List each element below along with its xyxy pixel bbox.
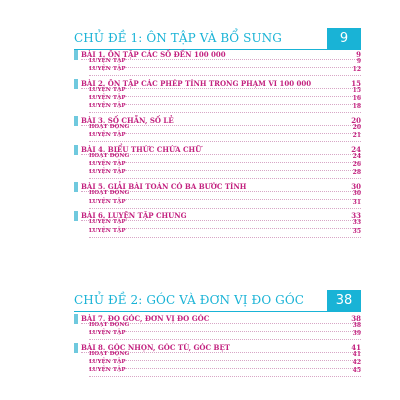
sub-label: LUYỆN TẬP bbox=[89, 161, 126, 168]
sub-label: LUYỆN TẬP bbox=[89, 57, 126, 64]
sub-page: 15 bbox=[352, 86, 361, 94]
dotted-leader bbox=[89, 112, 361, 113]
lesson-list bbox=[74, 310, 361, 376]
lesson-label: BÀI 1. ÔN TẬP CÁC SỐ ĐẾN 100 000 bbox=[81, 49, 226, 59]
lesson-label: BÀI 8. GÓC NHỌN, GÓC TÙ, GÓC BẸT bbox=[81, 342, 230, 352]
sub-page: 28 bbox=[352, 169, 361, 177]
sub-row[interactable] bbox=[74, 200, 361, 208]
lesson-label: BÀI 6. LUYỆN TẬP CHUNG bbox=[81, 211, 187, 221]
sub-label: LUYỆN TẬP bbox=[89, 227, 126, 234]
sub-row[interactable] bbox=[74, 229, 361, 237]
lesson-page: 24 bbox=[351, 144, 361, 154]
lesson-list bbox=[74, 46, 361, 237]
sub-label: HOẠT ĐỘNG bbox=[89, 124, 130, 130]
dotted-leader bbox=[89, 339, 361, 340]
lesson-label: BÀI 7. ĐO GÓC, ĐƠN VỊ ĐO GÓC bbox=[81, 313, 210, 323]
sub-page: 39 bbox=[352, 329, 361, 337]
sub-row[interactable] bbox=[74, 67, 361, 75]
lesson-label: BÀI 5. GIẢI BÀI TOÁN CÓ BA BƯỚC TÍNH bbox=[81, 182, 247, 192]
sub-row[interactable] bbox=[74, 368, 361, 376]
sub-row[interactable] bbox=[74, 331, 361, 339]
dotted-leader bbox=[89, 237, 361, 238]
lesson-page: 15 bbox=[351, 78, 361, 88]
sub-label: HOẠT ĐỘNG bbox=[89, 153, 130, 160]
chapter-page-badge: 9 bbox=[327, 28, 361, 49]
lesson-page: 30 bbox=[351, 182, 361, 192]
sub-label: LUYỆN TẬP bbox=[89, 367, 126, 374]
sub-page: 26 bbox=[352, 161, 361, 169]
sub-row[interactable] bbox=[74, 133, 361, 141]
sub-page: 33 bbox=[352, 219, 361, 227]
sub-page: 16 bbox=[352, 94, 361, 102]
lesson-page: 33 bbox=[351, 211, 361, 221]
sub-page: 12 bbox=[352, 65, 361, 73]
dotted-leader bbox=[89, 376, 361, 377]
lesson-page: 41 bbox=[351, 342, 361, 352]
sub-page: 20 bbox=[352, 124, 361, 131]
dotted-leader bbox=[89, 208, 361, 209]
sub-label: LUYỆN TẬP bbox=[89, 198, 126, 205]
sub-label: LUYỆN TẬP bbox=[89, 94, 126, 101]
chapter-header bbox=[74, 290, 361, 310]
chapter-header bbox=[74, 28, 361, 48]
sub-label: HOẠT ĐỘNG bbox=[89, 321, 130, 328]
sub-page: 31 bbox=[352, 198, 361, 206]
sub-page: 38 bbox=[352, 321, 361, 329]
sub-row[interactable] bbox=[74, 170, 361, 178]
sub-label: LUYỆN TẬP bbox=[89, 329, 126, 336]
sub-page: 18 bbox=[352, 103, 361, 111]
sub-page: 41 bbox=[352, 350, 361, 358]
sub-label: HOẠT ĐỘNG bbox=[89, 350, 130, 357]
dotted-leader bbox=[89, 75, 361, 76]
sub-page: 30 bbox=[352, 190, 361, 198]
chapter-title: CHỦ ĐỀ 2: GÓC VÀ ĐƠN VỊ ĐO GÓC bbox=[74, 293, 305, 307]
sub-row[interactable] bbox=[74, 104, 361, 112]
sub-page: 35 bbox=[352, 227, 361, 235]
sub-page: 42 bbox=[352, 358, 361, 366]
sub-label: LUYỆN TẬP bbox=[89, 219, 126, 226]
lesson-label: BÀI 2. ÔN TẬP CÁC PHÉP TÍNH TRONG PHẠM VI 100 000 bbox=[81, 78, 312, 88]
lesson-label: BÀI 4. BIỂU THỨC CHỨA CHỮ bbox=[81, 144, 202, 154]
lesson-page: 20 bbox=[351, 115, 361, 125]
sub-label: LUYỆN TẬP bbox=[89, 65, 126, 72]
sub-page: 21 bbox=[352, 132, 361, 140]
sub-label: LUYỆN TẬP bbox=[89, 132, 126, 139]
sub-label: HOẠT ĐỘNG bbox=[89, 190, 130, 197]
chapter-2 bbox=[74, 290, 361, 375]
lesson-page: 9 bbox=[356, 49, 361, 59]
sub-label: LUYỆN TẬP bbox=[89, 169, 126, 176]
sub-label: LUYỆN TẬP bbox=[89, 358, 126, 365]
chapter-1 bbox=[74, 28, 361, 235]
sub-page: 9 bbox=[356, 57, 361, 65]
sub-label: LUYỆN TẬP bbox=[89, 86, 126, 93]
dotted-leader bbox=[89, 178, 361, 179]
sub-page: 24 bbox=[352, 153, 361, 161]
lesson-page: 38 bbox=[351, 313, 361, 323]
lesson-label: BÀI 3. SỐ CHẴN, SỐ LẺ bbox=[81, 115, 174, 125]
sub-label: LUYỆN TẬP bbox=[89, 103, 126, 110]
sub-page: 45 bbox=[352, 367, 361, 375]
dotted-leader bbox=[89, 141, 361, 142]
chapter-page-badge: 38 bbox=[327, 290, 361, 311]
chapter-title: CHỦ ĐỀ 1: ÔN TẬP VÀ BỔ SUNG bbox=[74, 31, 282, 45]
